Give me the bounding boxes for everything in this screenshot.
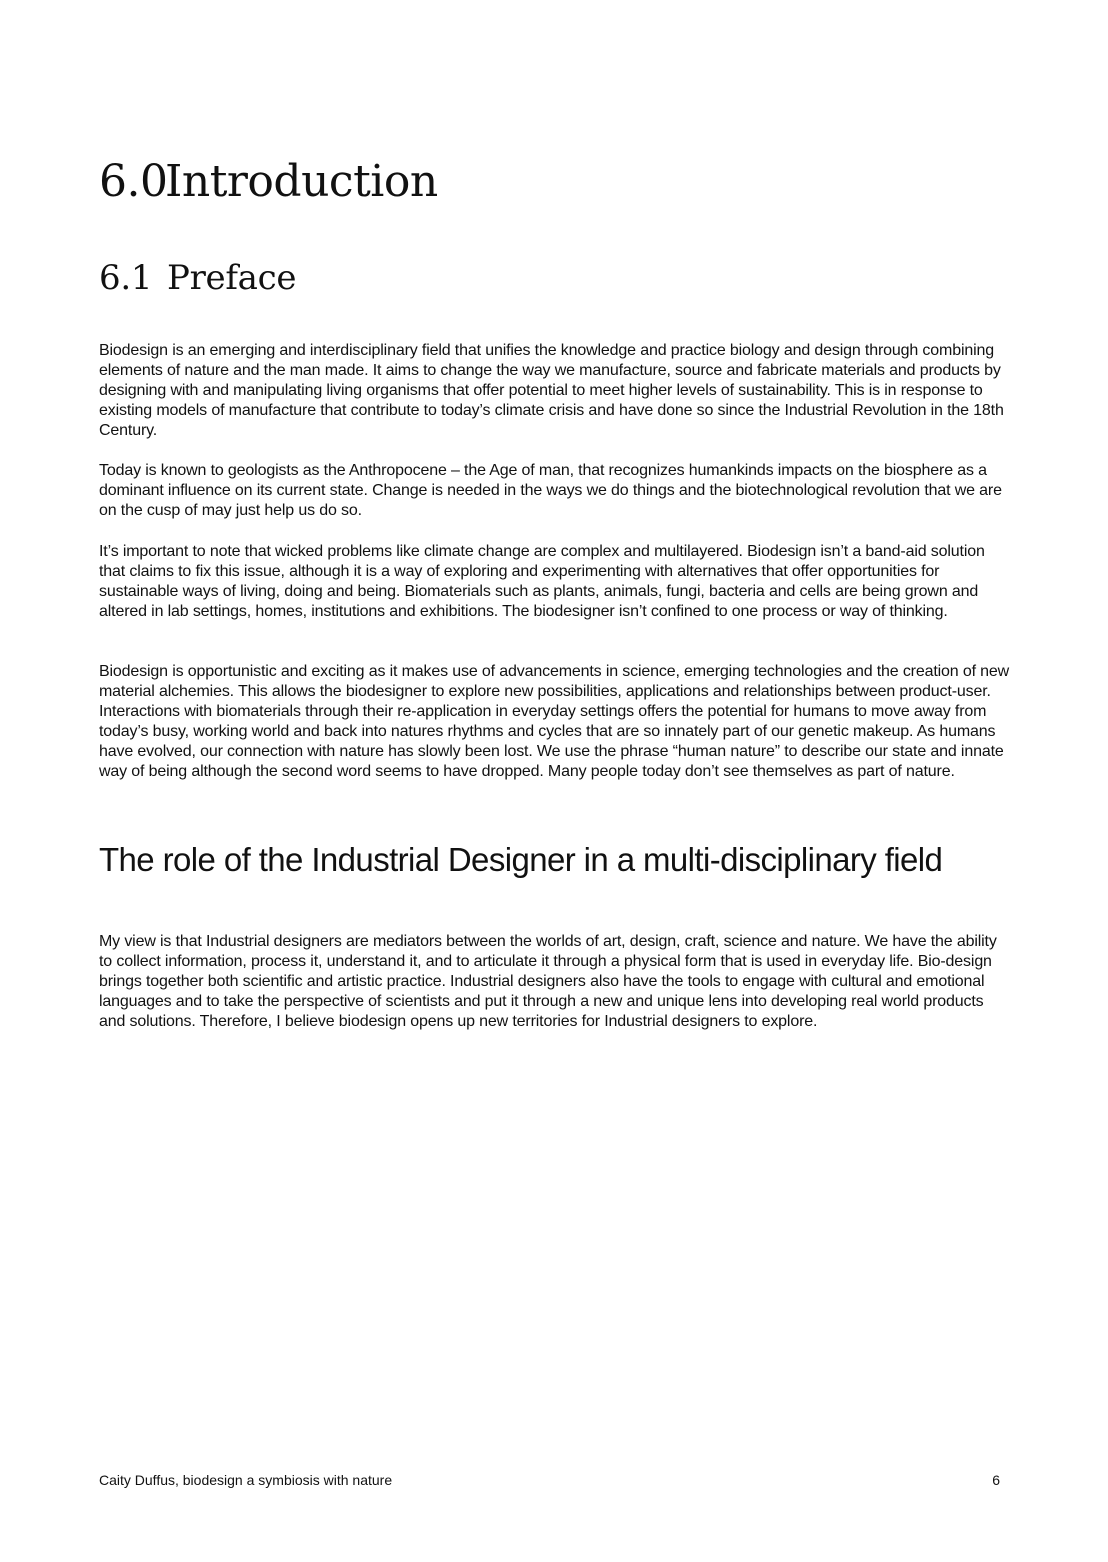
body-paragraph: Biodesign is opportunistic and exciting as it makes use of advancements in science, emerging technologies and the creation of new material alchemies. This allows the biodesigner to explore new possibilities, applications and relationships between product-user. Interactions with biomaterials through their re-application in everyday settings offers the potential for humans to move away from today’s busy, working world and back into natures rhythms and cycles that are so innately part of our genetic makeup. As humans have evolved, our connection with nature has slowly been lost. We use the phrase “human nature” to describe our state and innate way of being although the second word seems to have dropped. Many people today don’t see themselves as part of nature. <box>99 663 1010 781</box>
chapter-heading <box>99 152 438 212</box>
body-paragraph: Today is known to geologists as the Anthropocene – the Age of man, that recognizes humankinds impacts on the biosphere as a dominant influence on its current state. Change is needed in the ways we do things and the biotechnological revolution that we are on the cusp of may just help us do so. <box>99 462 1002 520</box>
chapter-number: 6.0 <box>99 156 168 207</box>
body-paragraph: My view is that Industrial designers are mediators between the worlds of art, design, craft, science and nature. We have the ability to collect information, process it, understand it, and to articulate it through a physical form that is used in everyday life. Bio-design brings together both scientific and artistic practice. Industrial designers also have the tools to engage with cultural and emotional languages and to take the perspective of scientists and put it through a new and unique lens into developing real world products and solutions. Therefore, I believe biodesign opens up new territories for Industrial designers to explore. <box>99 933 997 1031</box>
body-paragraph: It’s important to note that wicked problems like climate change are complex and multilayered. Biodesign isn’t a band-aid solution that claims to fix this issue, although it is a way of exploring and experimenting with alternatives that offer opportunities for sustainable ways of living, doing and being. Biomaterials such as plants, animals, fungi, bacteria and cells are being grown and altered in lab settings, homes, institutions and exhibitions. The biodesigner isn’t confined to one process or way of thinking. <box>99 543 985 621</box>
section-heading-preface <box>99 255 296 301</box>
chapter-title: Introduction <box>165 156 438 207</box>
page-number: 6 <box>992 1472 1000 1488</box>
section-title: Preface <box>167 258 297 298</box>
footer-credit: Caity Duffus, biodesign a symbiosis with nature <box>99 1472 393 1488</box>
section-number: 6.1 <box>99 258 153 298</box>
body-paragraph: Biodesign is an emerging and interdisciplinary field that unifies the knowledge and practice biology and design through combining elements of nature and the man made. It aims to change the way we manufacture, source and fabricate materials and products by designing with and manipulating living organisms that offer potential to meet higher levels of sustainability. This is in response to existing models of manufacture that contribute to today’s climate crisis and have done so since the Industrial Revolution in the 18th Century. <box>99 342 1004 440</box>
subsection-heading: The role of the Industrial Designer in a multi-disciplinary field <box>99 841 943 878</box>
